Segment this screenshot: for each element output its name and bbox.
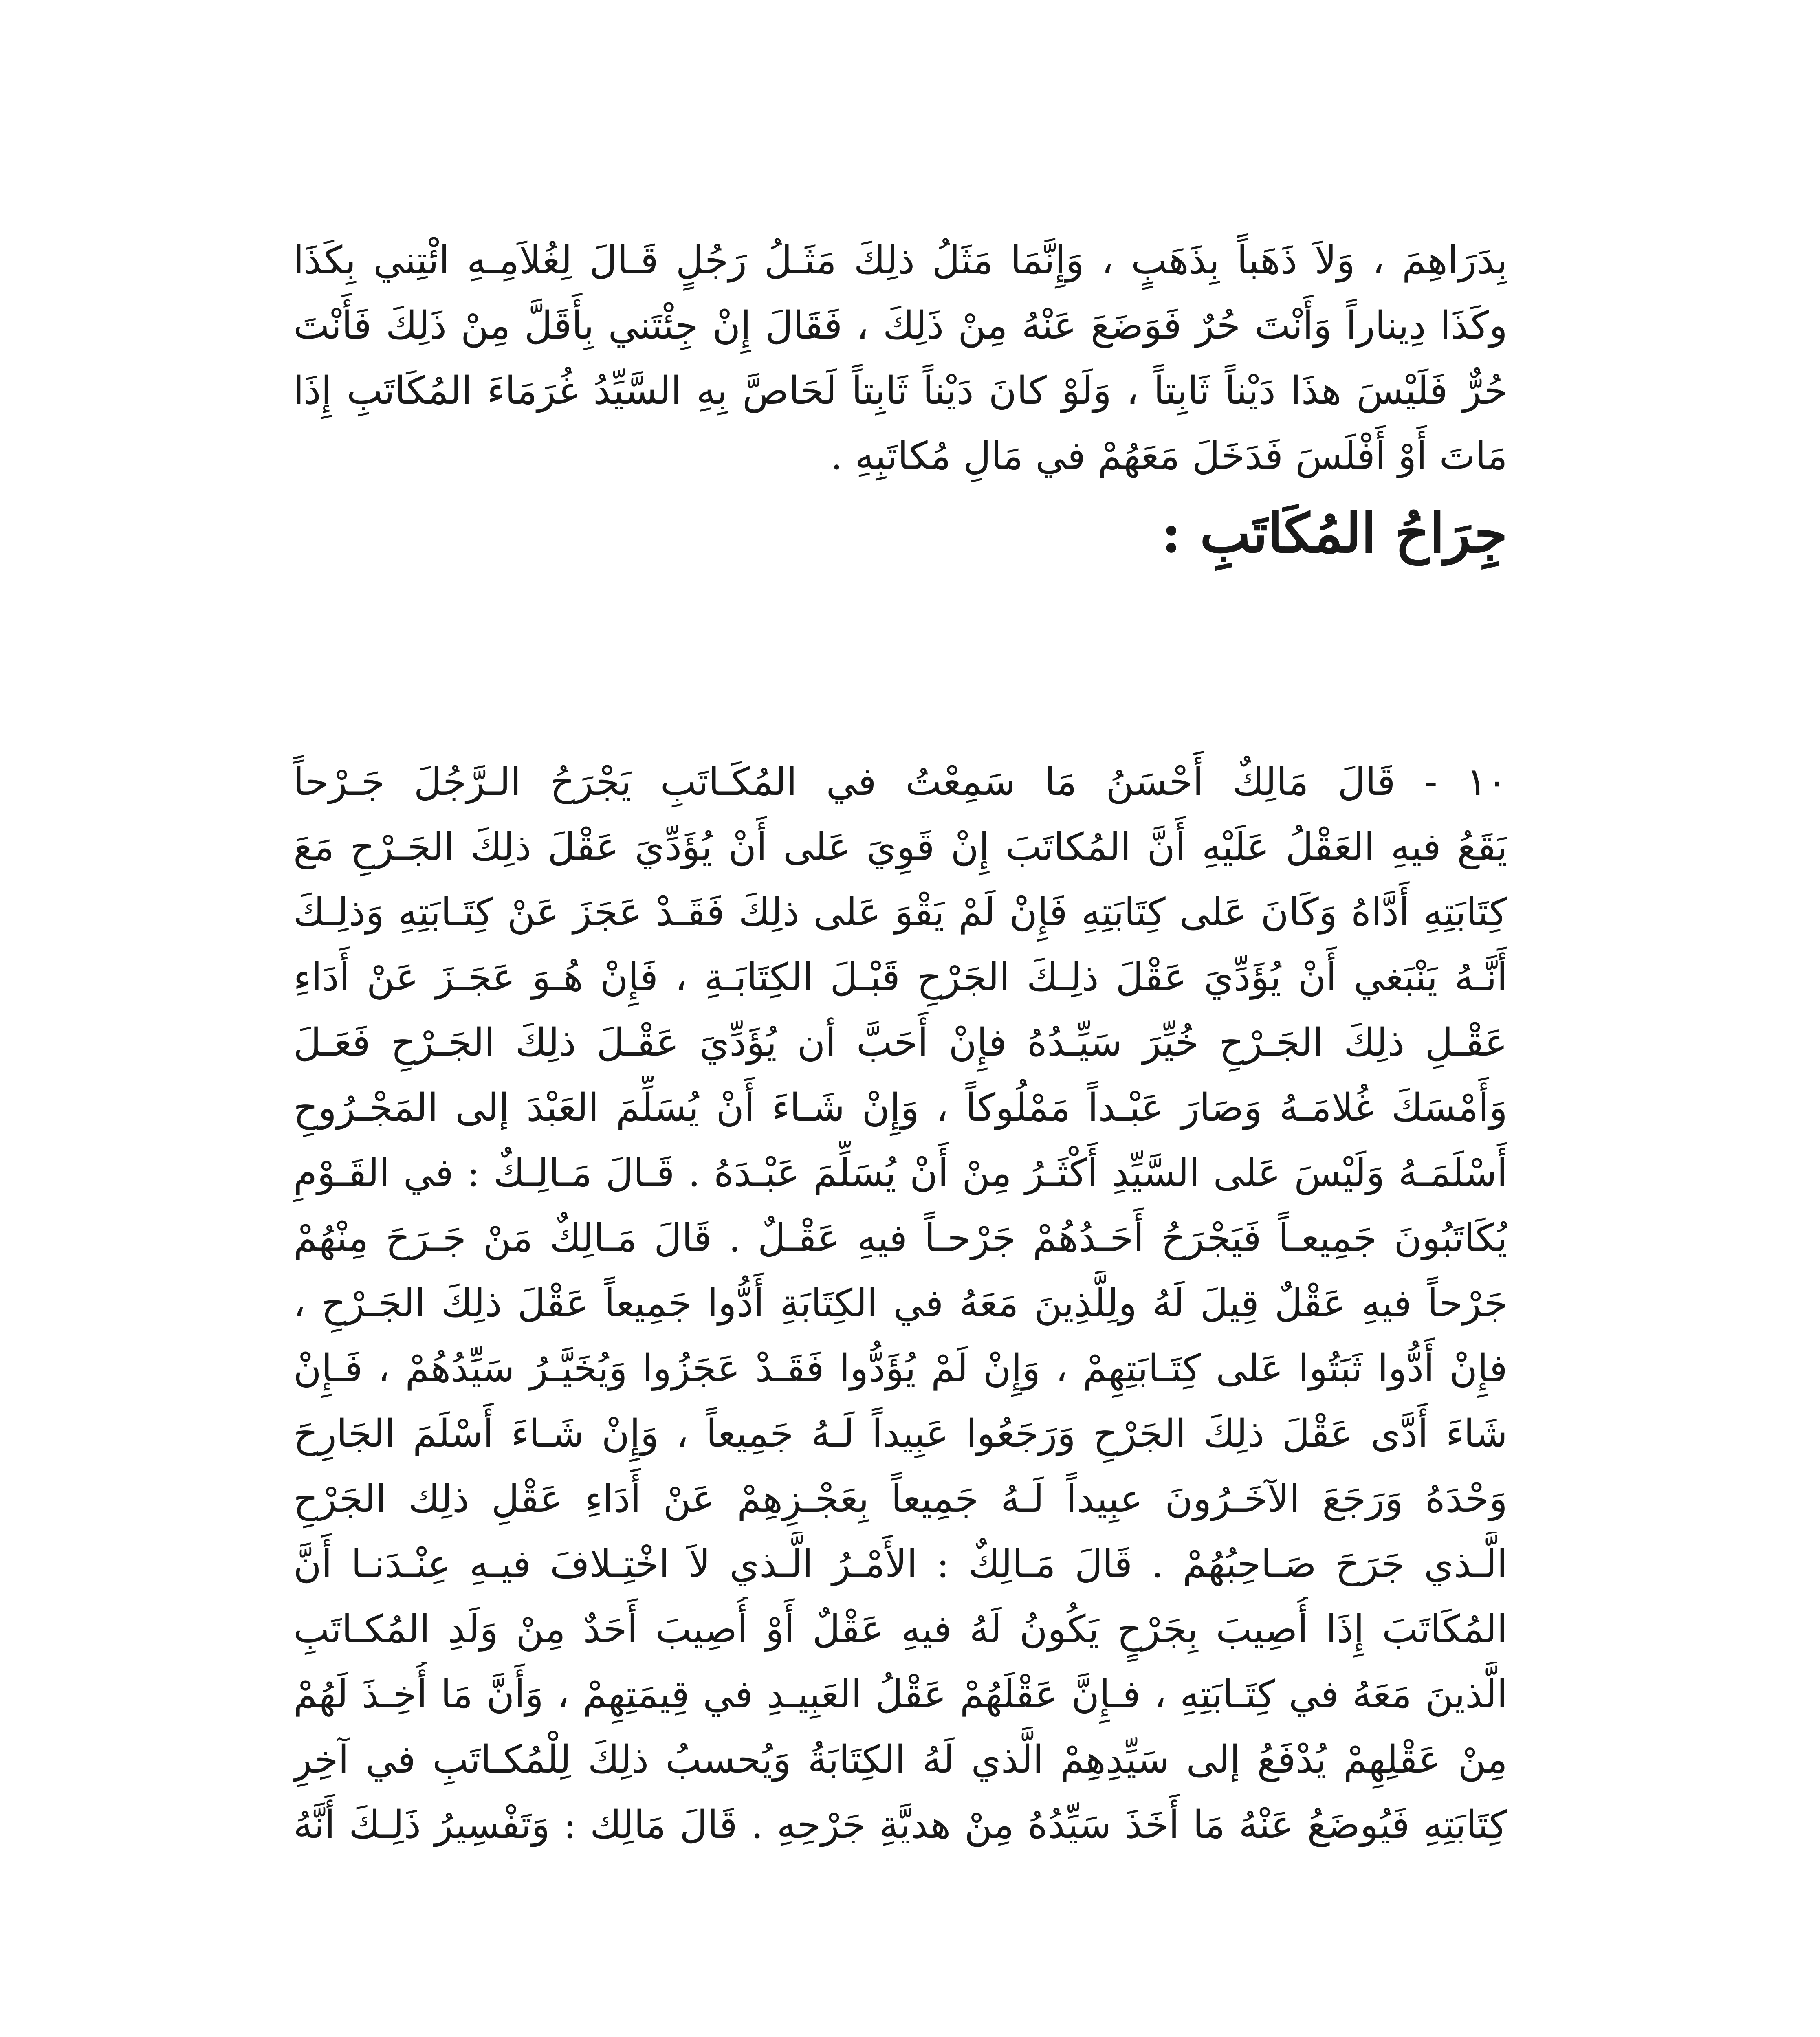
text-line: جَرْحاً فيهِ عَقْلٌ قِيلَ لَهُ ولِلَّذِينَ مَعَهُ في الكِتَابَةِ أَدُّوا جَمِيعاً عَقْلَ ذلِكَ الجَـرْحِ ، [293, 1281, 1507, 1326]
text-line: كِتَابَتِهِ فَيُوضَعُ عَنْهُ مَا أَخَذَ سَيِّدُهُ مِنْ هديَّةِ جَرْحِهِ . قَالَ مَالِك : وَتَفْسِيرُ ذَلِـكَ أَنَّهُ [293, 1803, 1507, 1847]
text-line: عَقْـلِ ذلِكَ الجَـرْحِ خُيِّرَ سَيِّـدُهُ فإِنْ أَحَبَّ أن يُؤَدِّيَ عَقْـلَ ذلِكَ الجَـرْحِ فَعَـلَ [293, 1021, 1507, 1065]
text-line: يُكَاتَبُونَ جَمِيعـاً فَيَجْرَحُ أَحَـدُهُمْ جَرْحـاً فيهِ عَقْـلٌ . قَالَ مَـالِكٌ مَنْ جَـرَحَ مِنْهُمْ [293, 1216, 1507, 1260]
text-line: أَسْلَمَـهُ وَلَيْسَ عَلى السَّيِّدِ أَكْثَـرُ مِنْ أَنْ يُسَلِّمَ عَبْـدَهُ . قَـالَ مَـالِـكٌ : في القَـوْمِ [293, 1151, 1507, 1195]
text-line: أَنَّـهُ يَنْبَغي أَنْ يُؤَدِّيَ عَقْلَ ذلِـكَ الجَرْحِ قَبْـلَ الكِتَابَـةِ ، فَإِنْ هُـوَ عَجَـزَ عَنْ أَدَاءِ [293, 955, 1507, 1000]
text-line: وَأَمْسَكَ غُلامَـهُ وَصَارَ عَبْـداً مَمْلُوكاً ، وَإِنْ شَـاءَ أَنْ يُسَلِّمَ العَبْدَ إلى المَجْـرُوحِ [293, 1086, 1507, 1130]
text-line: فإِنْ أَدُّوا ثَبَتُوا عَلى كِتَـابَتِهِمْ ، وَإِنْ لَمْ يُؤَدُّوا فَقَـدْ عَجَزُوا وَيُخَيَّـرُ سَيِّدُهُمْ ، فَـإِنْ [293, 1346, 1507, 1391]
text-line: الَّـذي جَرَحَ صَـاحِبُهُمْ . قَالَ مَـالِكٌ : الأَمْـرُ الَّـذي لاَ اخْتِـلافَ فيـهِ عِنْـدَنـا أَنَّ [293, 1542, 1507, 1586]
text-line: الَّذينَ مَعَهُ في كِتَـابَتِهِ ، فـإِنَّ عَقْلَهُمْ عَقْلُ العَبِيـدِ في قِيمَتِهِمْ ، وَأَنَّ مَا أُخِـذَ لَهُمْ [293, 1672, 1507, 1717]
body-paragraph [293, 750, 1507, 1858]
text-line: مَاتَ أَوْ أَفْلَسَ فَدَخَلَ مَعَهُمْ في مَالِ مُكاتَبِهِ . [830, 434, 1507, 478]
text-line: حُرٌّ فَلَيْسَ هذَا دَيْناً ثَابِتاً ، وَلَوْ كانَ دَيْناً ثَابِتاً لَحَاصَّ بِهِ السَّيِّدُ غُرَمَاءَ المُكَاتَبِ إِذَا [293, 369, 1507, 413]
text-line: ١٠ - قَالَ مَالِكٌ أَحْسَنُ مَا سَمِعْتُ في المُكَـاتَبِ يَجْرَحُ الـرَّجُلَ جَـرْحاً [293, 760, 1507, 804]
text-line: وكَذَا دِيناراً وَأَنْتَ حُرٌ فَوَضَعَ عَنْهُ مِنْ ذَلِكَ ، فَقَالَ إِنْ جِئْتَني بِأَقَلَّ مِنْ ذَلِكَ فَأَنْتَ [293, 304, 1507, 348]
text-line: يَقَعُ فيهِ العَقْلُ عَلَيْهِ أَنَّ المُكاتَبَ إِنْ قَوِيَ عَلى أَنْ يُؤَدِّيَ عَقْلَ ذلِكَ الجَـرْحِ مَعَ [293, 825, 1507, 869]
text-line: وَحْدَهُ وَرَجَعَ الآخَـرُونَ عبِيداً لَـهُ جَمِيعاً بِعَجْـزِهِمْ عَنْ أَدَاءِ عَقْلِ ذلِك الجَرْحِ [293, 1477, 1507, 1521]
text-line: مِنْ عَقْلِهِمْ يُدْفَعُ إلى سَيِّدِهِمْ الَّذي لَهُ الكِتَابَةُ وَيُحسبُ ذلِكَ لِلْمُكـاتَبِ في آخِرِ [293, 1738, 1507, 1782]
text-line: كِتَابَتِهِ أَدَّاهُ وَكَانَ عَلى كِتَابَتِهِ فَإِنْ لَمْ يَقْوَ عَلى ذلِكَ فَقَـدْ عَجَزَ عَنْ كِتَـابَتِهِ وَذلِـكَ [293, 890, 1507, 935]
text-line: بِدَرَاهِمَ ، وَلاَ ذَهَباً بِذَهَبٍ ، وَإِنَّمَا مَثَلُ ذلِكَ مَثَـلُ رَجُلٍ قَـالَ لِغُلاَمِـهِ ائْتِني بِكَذَا [293, 238, 1507, 283]
text-line: شَاءَ أَدَّى عَقْلَ ذلِكَ الجَرْحِ وَرَجَعُوا عَبِيداً لَـهُ جَمِيعاً ، وَإِنْ شَـاءَ أَسْلَمَ الجَارِحَ [293, 1412, 1507, 1456]
text-line: المُكَاتَبَ إِذَا أُصِيبَ بِجَرْحٍ يَكُونُ لَهُ فيهِ عَقْلٌ أَوْ أُصِيبَ أَحَدٌ مِنْ وَلَدِ المُكـاتَبِ [293, 1607, 1507, 1652]
top-paragraph [293, 228, 1507, 489]
section-heading: جِرَاحُ المُكَاتَبِ : [1161, 502, 1507, 565]
